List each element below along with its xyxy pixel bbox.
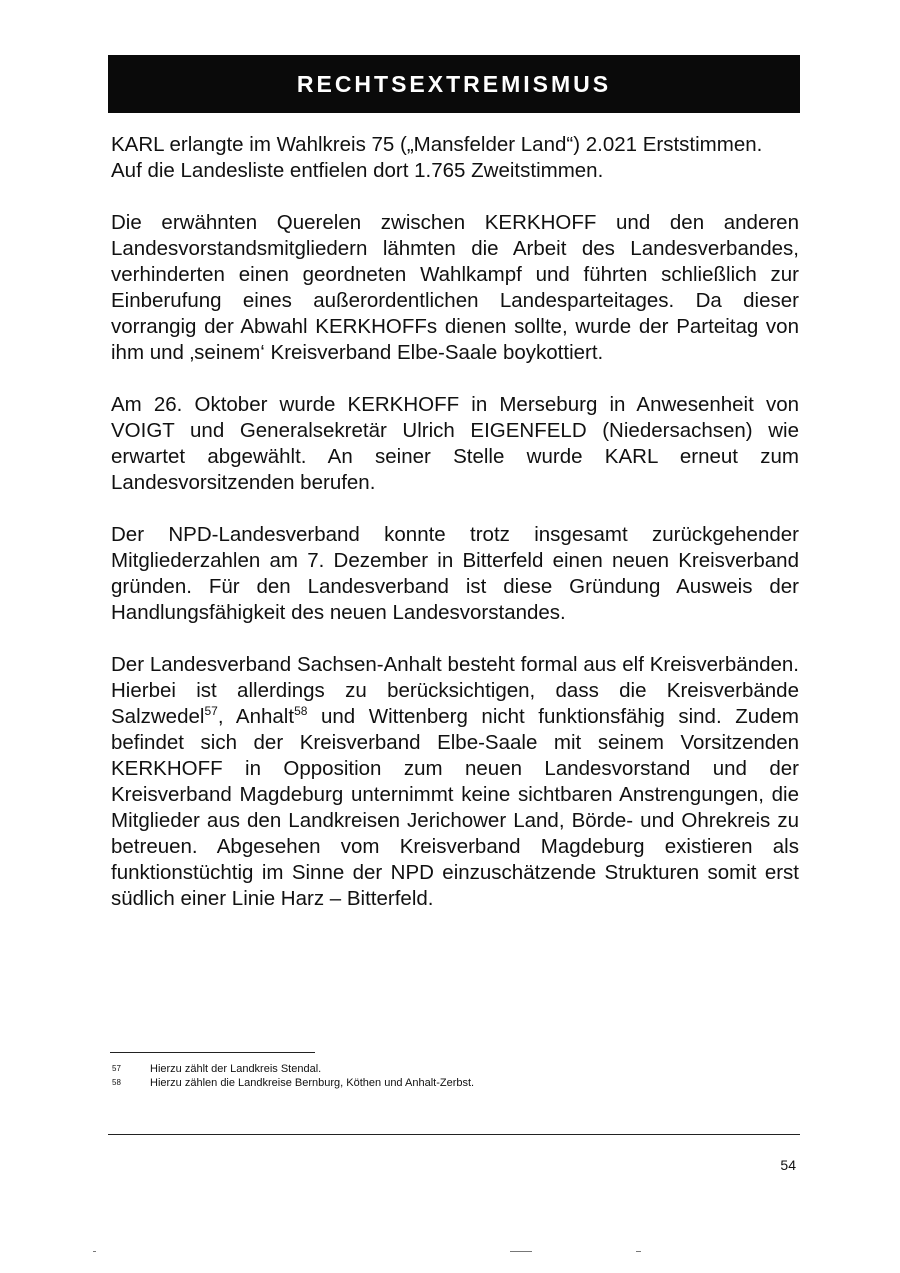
scan-artifact [93,1251,96,1252]
footnote-ref-58[interactable]: 58 [294,704,308,718]
paragraph-5-part-1: Der Landesverband Sachsen-Anhalt besteht formal aus elf Kreisverbänden. Hierbei ist allerdings zu berücksichtigen, dass die Kreisverbände Salzwedel [111,653,799,728]
scan-artifact [636,1251,641,1252]
bottom-divider [108,1134,800,1135]
footnotes [112,1062,712,1090]
footnote-ref-57[interactable]: 57 [204,704,218,718]
paragraph-4: Der NPD-Landesverband konnte trotz insgesamt zurückgehender Mitgliederzahlen am 7. Dezember in Bitterfeld einen neuen Kreisverband gründen. Für den Landesverband ist diese Gründung Ausweis der Handlungsfähigkeit des neuen Landesvorstandes. [111,523,799,624]
footnote-number: 57 [112,1064,121,1073]
footnote-text: Hierzu zählt der Landkreis Stendal. [150,1063,322,1075]
footnote-58 [112,1076,712,1090]
page-number: 54 [780,1157,796,1173]
paragraph-1b: Auf die Landesliste entfielen dort 1.765 Zweitstimmen. [111,159,604,182]
footnote-text: Hierzu zählen die Landkreise Bernburg, Köthen und Anhalt-Zerbst. [150,1077,475,1089]
paragraph-3: Am 26. Oktober wurde KERKHOFF in Merseburg in Anwesenheit von VOIGT und Generalsekretär Ulrich EIGENFELD (Niedersachsen) wie erwartet abgewählt. An seiner Stelle wurde KARL erneut zum Landesvorsitzenden berufen. [111,393,799,494]
footnote-57 [112,1062,712,1076]
paragraph-1a: KARL erlangte im Wahlkreis 75 („Mansfelder Land“) 2.021 Erststimmen. [111,133,763,156]
paragraph-5 [111,652,799,912]
paragraph-2: Die erwähnten Querelen zwischen KERKHOFF und den anderen Landesvorstandsmitgliedern lähmten die Arbeit des Landesverbandes, verhinderten einen geordneten Wahlkampf und führten schließlich zur Einberufung eines außerordentlichen Landesparteitages. Da dieser vorrangig der Abwahl KERKHOFFs dienen sollte, wurde der Parteitag von ihm und ‚seinem‘ Kreisverband Elbe-Saale boykottiert. [111,211,799,364]
paragraph-5-part-2: , Anhalt [217,705,295,728]
footnote-divider [110,1052,315,1053]
section-header [108,55,800,113]
body-text [111,132,799,912]
footnote-number: 58 [112,1078,121,1087]
section-title: RECHTSEXTREMISMUS [296,70,612,97]
scan-artifact [510,1251,532,1252]
paragraph-5-part-3: und Wittenberg nicht funktionsfähig sind. Zudem befindet sich der Kreisverband Elbe-Saale mit seinem Vorsitzenden KERKHOFF in Opposition zum neuen Landesvorstand und der Kreisverband Magdeburg unternimmt keine sichtbaren Anstrengungen, die Mitglieder aus den Landkreisen Jerichower Land, Börde- und Ohrekreis zu betreuen. Abgesehen vom Kreisverband Magdeburg existieren als funktionstüchtig im Sinne der NPD einzuschätzende Strukturen somit erst südlich einer Linie Harz – Bitterfeld. [111,705,799,910]
